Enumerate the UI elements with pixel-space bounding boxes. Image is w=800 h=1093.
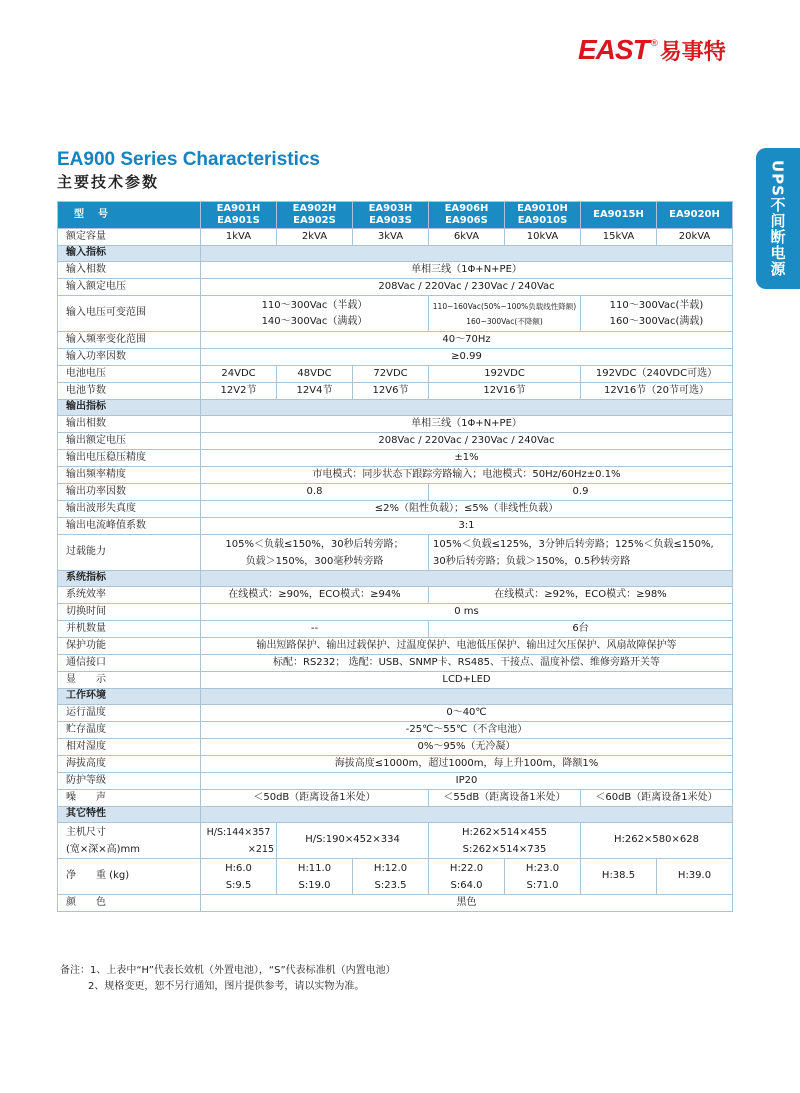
table-cell: 12V16节	[429, 383, 581, 400]
row-label: 输出相数	[58, 416, 201, 433]
table-cell: 110～300Vac（半载） 140～300Vac（满载）	[201, 296, 429, 332]
table-cell: 208Vac / 220Vac / 230Vac / 240Vac	[201, 433, 733, 450]
table-cell: 10kVA	[505, 229, 581, 246]
table-cell: 105%＜负载≤150%，30秒后转旁路； 负载＞150%，300毫秒转旁路	[201, 535, 429, 571]
row-label: 主机尺寸 (宽×深×高)mm	[58, 823, 201, 859]
table-row	[58, 722, 733, 739]
footnote: 备注：1、上表中“H”代表长效机（外置电池），“S”代表标准机（内置电池）	[60, 965, 396, 976]
table-row	[58, 383, 733, 400]
table-row	[58, 262, 733, 279]
row-label: 电池电压	[58, 366, 201, 383]
side-tab-label: UPS不间断电源	[768, 160, 787, 277]
row-label: 相对湿度	[58, 739, 201, 756]
table-row	[58, 467, 733, 484]
table-cell: 3kVA	[353, 229, 429, 246]
table-row	[58, 416, 733, 433]
row-label: 海拔高度	[58, 756, 201, 773]
table-row	[58, 433, 733, 450]
header-model: EA902H EA902S	[277, 202, 353, 229]
table-row	[58, 518, 733, 535]
table-row	[58, 773, 733, 790]
row-label: 并机数量	[58, 621, 201, 638]
section-title: 输出指标	[58, 400, 201, 416]
table-cell: 2kVA	[277, 229, 353, 246]
table-header-row	[58, 202, 733, 229]
table-cell: H:6.0 S:9.5	[201, 859, 277, 895]
table-cell: ＜60dB（距离设备1米处）	[581, 790, 733, 807]
header-model: EA901H EA901S	[201, 202, 277, 229]
table-cell: H:23.0 S:71.0	[505, 859, 581, 895]
table-row	[58, 332, 733, 349]
table-cell: 208Vac / 220Vac / 230Vac / 240Vac	[201, 279, 733, 296]
table-cell: ≤2%（阻性负载）；≤5%（非线性负载）	[201, 501, 733, 518]
table-row	[58, 349, 733, 366]
table-row	[58, 484, 733, 501]
table-cell: 40～70Hz	[201, 332, 733, 349]
table-row	[58, 859, 733, 895]
table-cell: 在线模式：≥92%，ECO模式：≥98%	[429, 587, 733, 604]
table-cell: H/S:144×357 ×215	[201, 823, 277, 859]
table-cell: 72VDC	[353, 366, 429, 383]
table-cell: 海拔高度≤1000m，超过1000m，每上升100m，降额1%	[201, 756, 733, 773]
section-title: 输入指标	[58, 246, 201, 262]
page-title-english: EA900 Series Characteristics	[57, 149, 320, 170]
table-cell: H:39.0	[657, 859, 733, 895]
table-cell: H:38.5	[581, 859, 657, 895]
row-label: 净 重 (kg)	[58, 859, 201, 895]
header-model: EA9015H	[581, 202, 657, 229]
spec-table	[57, 201, 733, 912]
header-model: EA903H EA903S	[353, 202, 429, 229]
table-cell: ＜55dB（距离设备1米处）	[429, 790, 581, 807]
table-row	[58, 823, 733, 859]
table-cell: 0.9	[429, 484, 733, 501]
table-row	[58, 535, 733, 571]
table-row	[58, 450, 733, 467]
table-row	[58, 587, 733, 604]
table-cell: 12V4节	[277, 383, 353, 400]
table-cell: H:12.0 S:23.5	[353, 859, 429, 895]
brand-logo	[578, 33, 726, 67]
table-row	[58, 655, 733, 672]
section-title: 其它特性	[58, 807, 201, 823]
table-cell: 黑色	[201, 895, 733, 912]
table-cell: 0～40℃	[201, 705, 733, 722]
row-label: 输出频率精度	[58, 467, 201, 484]
table-cell: 105%＜负载≤125%，3分钟后转旁路；125%＜负载≤150%, 30秒后转旁路；负载＞150%，0.5秒转旁路	[429, 535, 733, 571]
row-label: 电池节数	[58, 383, 201, 400]
table-row	[58, 501, 733, 518]
row-label: 输入额定电压	[58, 279, 201, 296]
table-row	[58, 895, 733, 912]
row-label: 噪 声	[58, 790, 201, 807]
row-label: 过载能力	[58, 535, 201, 571]
row-label: 切换时间	[58, 604, 201, 621]
row-label: 系统效率	[58, 587, 201, 604]
table-cell: 110~160Vac(50%~100%负载线性降额) 160~300Vac(不降额)	[429, 296, 581, 332]
row-label: 保护功能	[58, 638, 201, 655]
logo-east-text: EAST	[578, 34, 649, 65]
row-label: 颜 色	[58, 895, 201, 912]
table-cell: 12V6节	[353, 383, 429, 400]
table-cell: 192VDC	[429, 366, 581, 383]
header-model: EA9010H EA9010S	[505, 202, 581, 229]
table-cell: 20kVA	[657, 229, 733, 246]
table-row	[58, 604, 733, 621]
table-cell: 在线模式：≥90%，ECO模式：≥94%	[201, 587, 429, 604]
row-label: 输出额定电压	[58, 433, 201, 450]
table-row	[58, 638, 733, 655]
section-title: 系统指标	[58, 571, 201, 587]
table-cell: H:11.0 S:19.0	[277, 859, 353, 895]
table-cell: 0.8	[201, 484, 429, 501]
table-cell: 12V2节	[201, 383, 277, 400]
section-header-other	[58, 807, 733, 823]
table-cell: H:262×580×628	[581, 823, 733, 859]
table-cell: LCD+LED	[201, 672, 733, 689]
row-label: 输入功率因数	[58, 349, 201, 366]
table-cell: 110～300Vac(半载) 160～300Vac(满载)	[581, 296, 733, 332]
table-cell: ＜50dB（距离设备1米处）	[201, 790, 429, 807]
table-cell: ≥0.99	[201, 349, 733, 366]
row-label: 运行温度	[58, 705, 201, 722]
row-label: 输入频率变化范围	[58, 332, 201, 349]
row-label: 输出功率因数	[58, 484, 201, 501]
table-cell: 6kVA	[429, 229, 505, 246]
section-title: 工作环境	[58, 689, 201, 705]
table-cell: --	[201, 621, 429, 638]
table-cell: 6台	[429, 621, 733, 638]
table-cell: 1kVA	[201, 229, 277, 246]
row-label: 输出电流峰值系数	[58, 518, 201, 535]
section-header-output	[58, 400, 733, 416]
table-cell: 单相三线（1Φ+N+PE）	[201, 262, 733, 279]
table-cell: 192VDC（240VDC可选）	[581, 366, 733, 383]
table-cell: 3:1	[201, 518, 733, 535]
table-row	[58, 229, 733, 246]
table-cell: H:262×514×455 S:262×514×735	[429, 823, 581, 859]
table-row	[58, 739, 733, 756]
table-cell: 市电模式：同步状态下跟踪旁路输入；电池模式：50Hz/60Hz±0.1%	[201, 467, 733, 484]
row-label: 贮存温度	[58, 722, 201, 739]
logo-chinese-name: 易事特	[659, 38, 726, 65]
row-label: 输出波形失真度	[58, 501, 201, 518]
side-category-tab	[756, 148, 800, 289]
section-header-system	[58, 571, 733, 587]
table-cell: 48VDC	[277, 366, 353, 383]
table-row	[58, 621, 733, 638]
table-cell: 0 ms	[201, 604, 733, 621]
table-cell: 0%～95%（无冷凝）	[201, 739, 733, 756]
table-cell: 24VDC	[201, 366, 277, 383]
table-cell: 15kVA	[581, 229, 657, 246]
table-row	[58, 790, 733, 807]
table-row	[58, 756, 733, 773]
row-label: 输入电压可变范围	[58, 296, 201, 332]
row-label: 通信接口	[58, 655, 201, 672]
section-header-input	[58, 246, 733, 262]
row-label: 防护等级	[58, 773, 201, 790]
table-cell: 输出短路保护、输出过载保护、过温度保护、电池低压保护、输出过欠压保护、风扇故障保护等	[201, 638, 733, 655]
table-cell: ±1%	[201, 450, 733, 467]
page-title-chinese: 主要技术参数	[57, 173, 160, 191]
header-model-label: 型 号	[58, 202, 201, 229]
table-cell: H:22.0 S:64.0	[429, 859, 505, 895]
table-cell: 单相三线（1Φ+N+PE）	[201, 416, 733, 433]
table-cell: IP20	[201, 773, 733, 790]
table-cell: 12V16节（20节可选）	[581, 383, 733, 400]
row-label: 显 示	[58, 672, 201, 689]
header-model: EA9020H	[657, 202, 733, 229]
row-label: 额定容量	[58, 229, 201, 246]
footnotes	[60, 963, 396, 995]
table-cell: -25℃～55℃（不含电池）	[201, 722, 733, 739]
table-cell: 标配：RS232； 选配：USB、SNMP卡、RS485、干接点、温度补偿、维修旁路开关等	[201, 655, 733, 672]
section-header-environment	[58, 689, 733, 705]
registered-mark: ®	[649, 39, 659, 49]
table-row	[58, 279, 733, 296]
row-label: 输出电压稳压精度	[58, 450, 201, 467]
footnote: 2、规格变更，恕不另行通知，图片提供参考，请以实物为准。	[88, 981, 365, 992]
table-row	[58, 366, 733, 383]
row-label: 输入相数	[58, 262, 201, 279]
table-row	[58, 705, 733, 722]
table-row	[58, 672, 733, 689]
header-model: EA906H EA906S	[429, 202, 505, 229]
table-cell: H/S:190×452×334	[277, 823, 429, 859]
table-row	[58, 296, 733, 332]
